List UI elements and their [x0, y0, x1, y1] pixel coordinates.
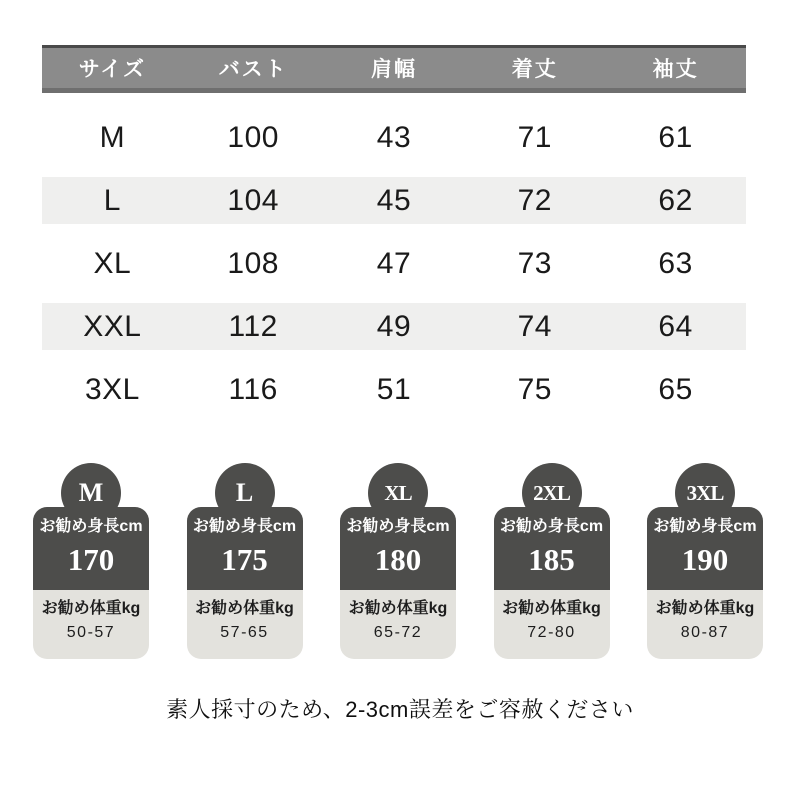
height-section: [494, 507, 610, 590]
size-badge: XL: [368, 463, 428, 523]
cell-value: 62: [658, 183, 693, 217]
cell-value: 108: [227, 246, 279, 280]
weight-label: お勧め体重kg: [655, 600, 755, 617]
cell-value: 112: [228, 309, 278, 343]
size-figure-xl: [340, 463, 456, 659]
table-row: [42, 106, 746, 169]
figure-body: [340, 507, 456, 659]
height-label: お勧め身長cm: [653, 518, 757, 535]
size-badge: L: [215, 463, 275, 523]
cell-value: 63: [658, 246, 693, 280]
height-value: 170: [67, 542, 115, 577]
table-row: [42, 358, 746, 421]
height-section: [33, 507, 149, 590]
weight-label: お勧め体重kg: [502, 600, 601, 617]
height-label: お勧め身長cm: [39, 518, 143, 535]
height-label: お勧め身長cm: [346, 518, 450, 535]
size-figure-m: [33, 463, 149, 659]
weight-label: お勧め体重kg: [348, 600, 448, 617]
cell-value: 51: [376, 372, 412, 406]
cell-size: M: [99, 120, 126, 154]
weight-label: お勧め体重kg: [195, 600, 294, 617]
measurement-disclaimer: 素人採寸のため、2-3cm誤差をご容赦ください: [166, 697, 634, 722]
height-value: 180: [374, 542, 422, 577]
header-bust: バスト: [218, 58, 288, 81]
table-row: [42, 295, 746, 358]
size-badge: 3XL: [675, 463, 735, 523]
height-section: [340, 507, 456, 590]
height-value: 185: [528, 542, 575, 577]
header-sleeve: 袖丈: [652, 58, 699, 81]
height-label: お勧め身長cm: [192, 518, 297, 535]
cell-value: 65: [658, 372, 693, 406]
height-section: [647, 507, 763, 590]
weight-section: [187, 590, 303, 659]
cell-value: 72: [517, 183, 552, 217]
cell-value: 71: [517, 120, 552, 154]
weight-section: [647, 590, 763, 659]
cell-size: XXL: [83, 309, 142, 343]
size-table: [42, 45, 746, 421]
size-figure-2xl: [494, 463, 610, 659]
weight-value: 80-87: [680, 624, 730, 641]
cell-size: L: [103, 183, 121, 217]
figure-body: [187, 507, 303, 659]
height-value: 175: [221, 542, 268, 577]
cell-value: 74: [517, 309, 552, 343]
size-figure-3xl: [647, 463, 763, 659]
weight-label: お勧め体重kg: [41, 600, 141, 617]
weight-value: 57-65: [220, 624, 269, 641]
size-figure-l: [187, 463, 303, 659]
cell-value: 47: [376, 246, 412, 280]
weight-section: [494, 590, 610, 659]
height-value: 190: [681, 542, 729, 577]
figure-body: [494, 507, 610, 659]
cell-value: 73: [517, 246, 552, 280]
size-badge: 2XL: [522, 463, 582, 523]
cell-value: 75: [517, 372, 552, 406]
weight-value: 72-80: [527, 624, 576, 641]
cell-value: 45: [376, 183, 412, 217]
figure-body: [647, 507, 763, 659]
header-size: サイズ: [78, 58, 147, 81]
weight-value: 65-72: [373, 624, 423, 641]
size-table-header-row: [42, 45, 746, 93]
table-row: [42, 232, 746, 295]
recommendation-figures: [33, 463, 763, 659]
cell-value: 104: [227, 183, 279, 217]
weight-value: 50-57: [66, 624, 116, 641]
header-shoulder: 肩幅: [370, 58, 417, 81]
height-section: [187, 507, 303, 590]
cell-value: 64: [658, 309, 693, 343]
weight-section: [340, 590, 456, 659]
cell-size: 3XL: [84, 372, 140, 406]
size-badge: M: [61, 463, 121, 523]
cell-value: 100: [227, 120, 279, 154]
header-length: 着丈: [511, 58, 558, 81]
cell-size: XL: [93, 246, 132, 280]
weight-section: [33, 590, 149, 659]
size-table-body: [42, 106, 746, 421]
height-label: お勧め身長cm: [499, 518, 604, 535]
figure-body: [33, 507, 149, 659]
cell-value: 49: [376, 309, 412, 343]
table-row: [42, 169, 746, 232]
cell-value: 116: [228, 372, 278, 406]
cell-value: 43: [376, 120, 412, 154]
cell-value: 61: [658, 120, 693, 154]
